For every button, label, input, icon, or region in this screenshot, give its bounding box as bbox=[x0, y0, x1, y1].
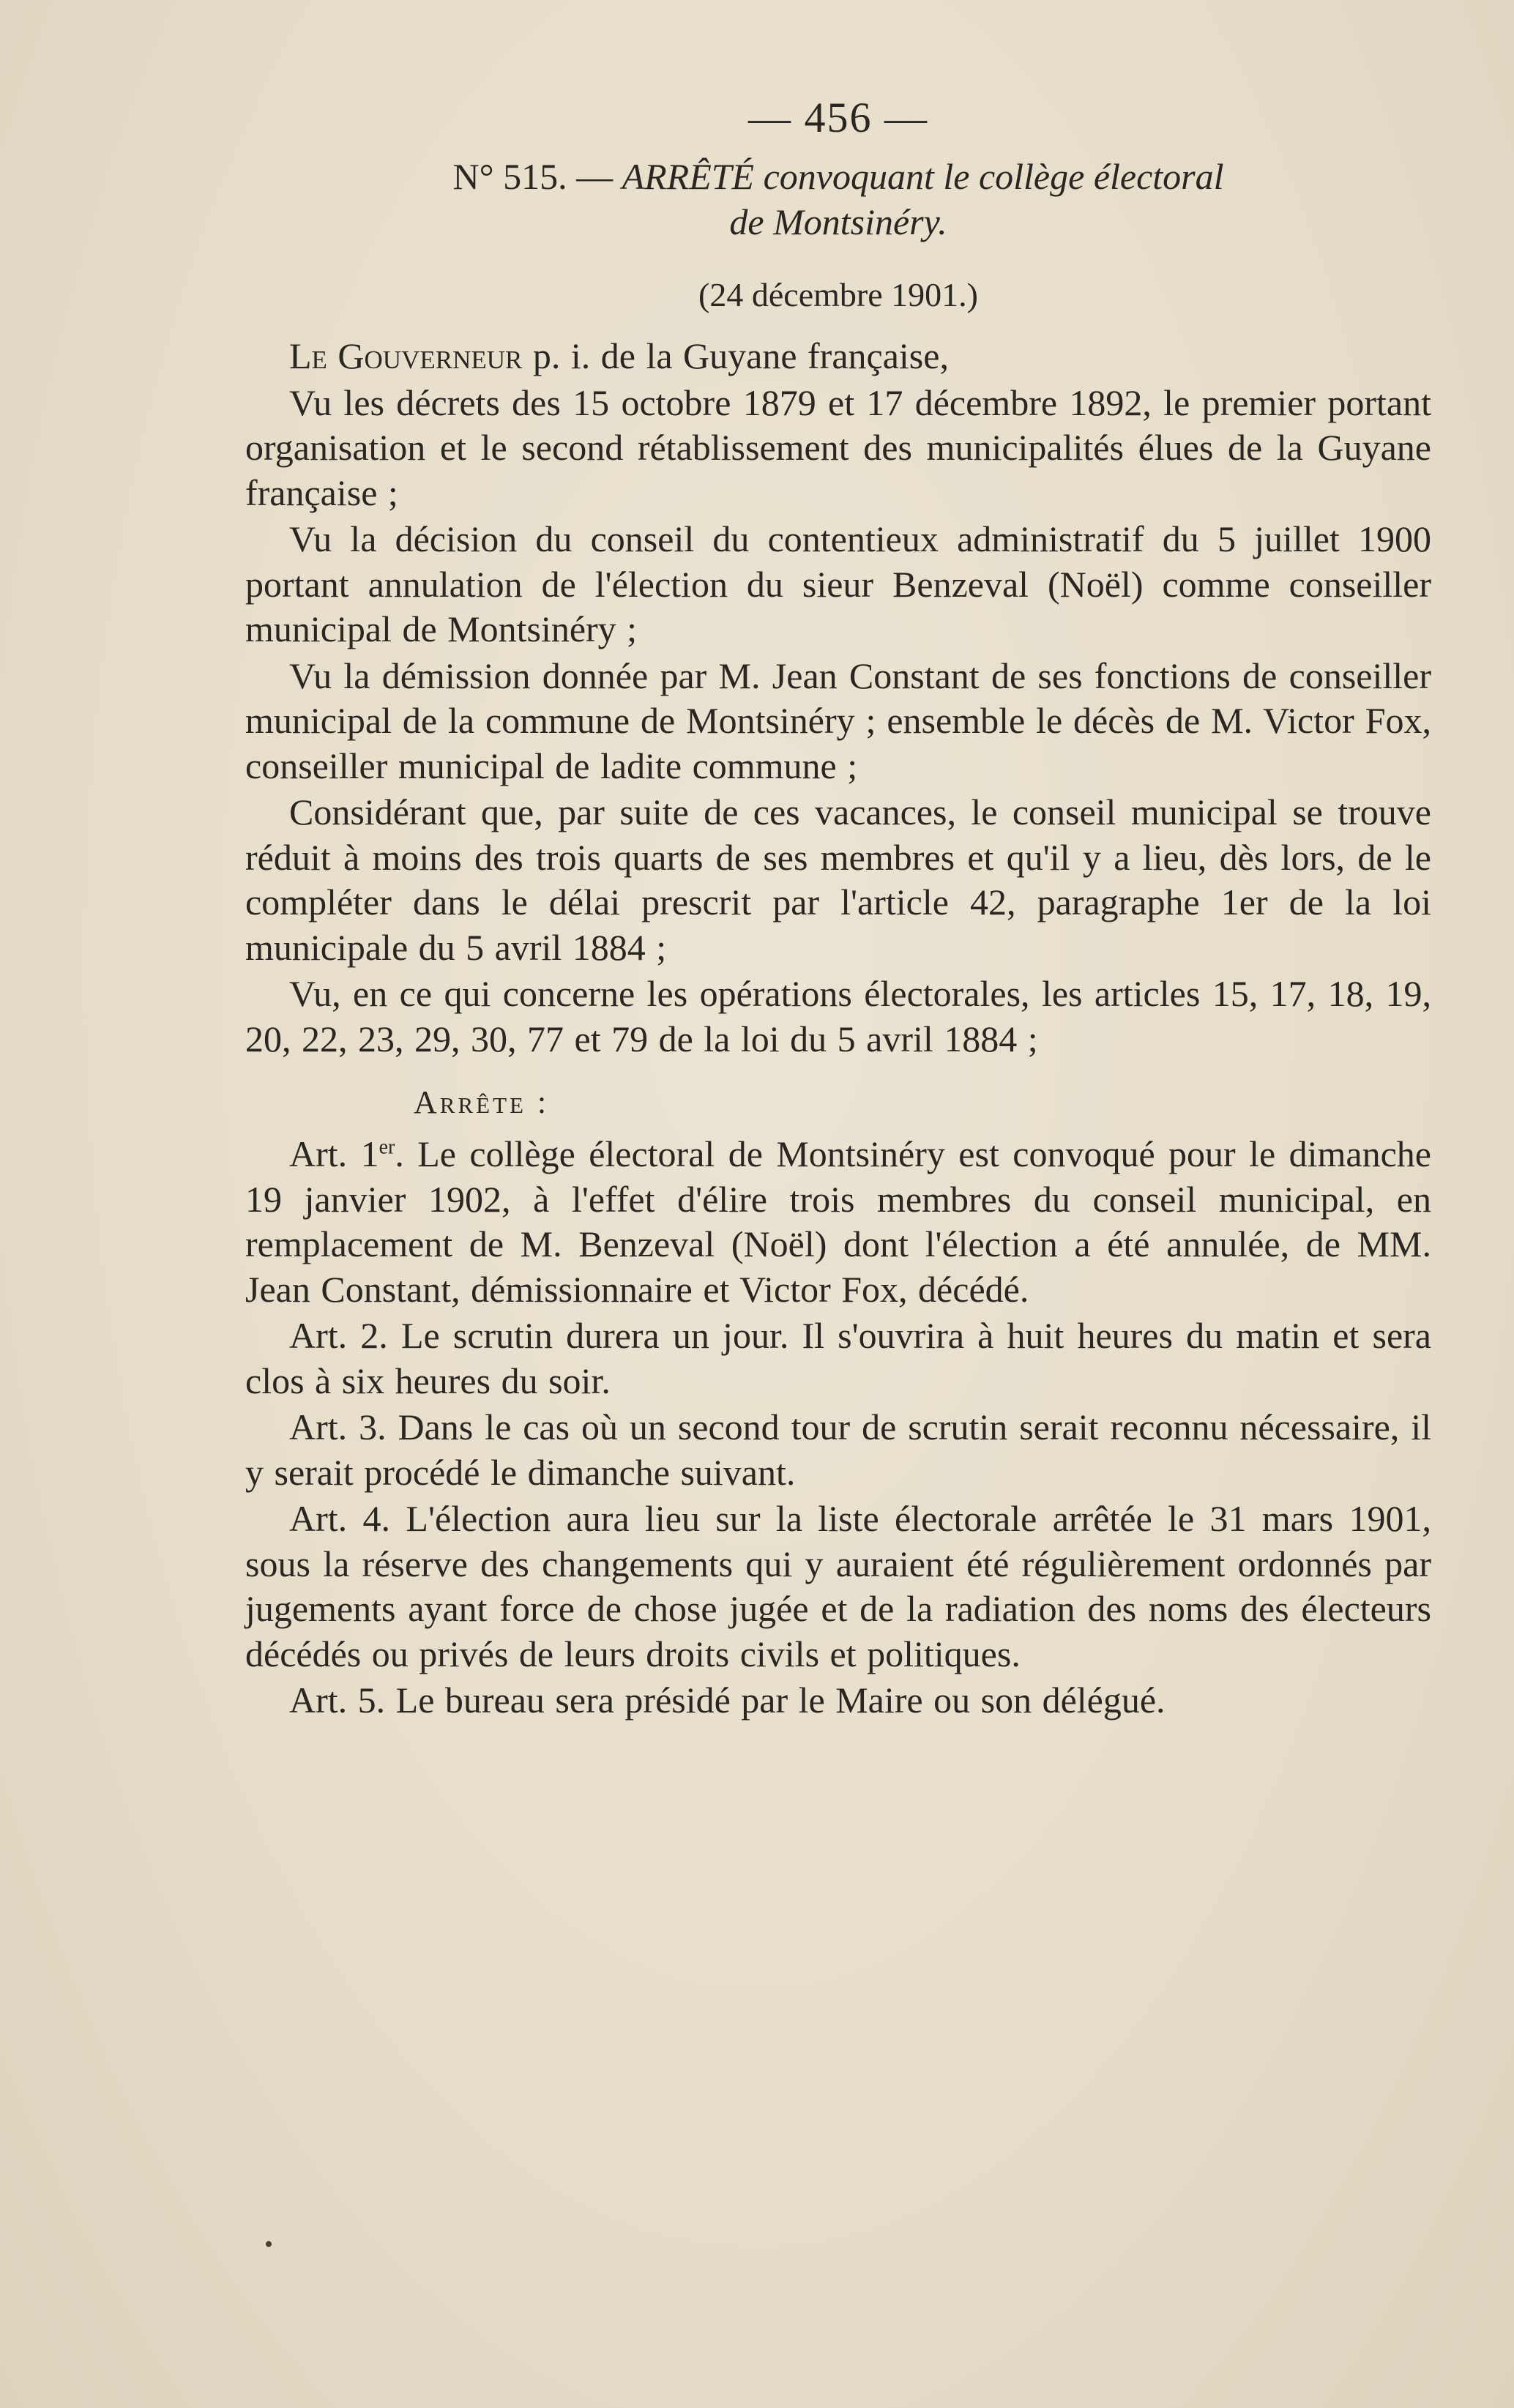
authority-title: Le Gouverneur bbox=[289, 335, 523, 376]
article-1-prefix: Art. 1 bbox=[289, 1133, 379, 1174]
article-1-sup: er bbox=[378, 1136, 395, 1159]
article-1-text: . Le collège électoral de Montsinéry est convoqué pour le dimanche 19 janvier 1902, à l'effet d'élire trois membres du conseil municipal, en remplacement de M. Benzeval (Noël) dont l'élection a été annulée, de MM. Jean Constant, démissionnaire et Victor Fox, décédé. bbox=[245, 1133, 1431, 1310]
decree-title bbox=[245, 154, 1431, 245]
article-4: Art. 4. L'élection aura lieu sur la liste électorale arrêtée le 31 mars 1901, sous la réserve des changements qui y auraient été régulièrement ordonnés par jugements ayant force de chose jugée et de la radiation des noms des électeurs décédés ou privés de leurs droits civils et politiques. bbox=[245, 1498, 1431, 1674]
article-1 bbox=[245, 1132, 1431, 1312]
consideration-decrees: Vu les décrets des 15 octobre 1879 et 17 décembre 1892, le premier portant organisation et le second rétablissement des municipalités élues de la Guyane française ; bbox=[245, 381, 1431, 513]
decree-number: N° 515. — bbox=[452, 156, 622, 197]
consideration-vacancies: Considérant que, par suite de ces vacances, le conseil municipal se trouve réduit à moins des trois quarts de ses membres et qu'il y a lieu, dès lors, de le compléter dans le délai prescrit par l'article 42, paragraphe 1er de la loi municipale du 5 avril 1884 ; bbox=[245, 791, 1431, 968]
article-3: Art. 3. Dans le cas où un second tour de scrutin serait reconnu nécessaire, il y serait procédé le dimanche suivant. bbox=[245, 1406, 1431, 1493]
consideration-decision: Vu la décision du conseil du contentieux administratif du 5 juillet 1900 portant annulation de l'élection du sieur Benzeval (Noël) comme conseiller municipal de Montsinéry ; bbox=[245, 518, 1431, 649]
authority-suffix: p. i. de la Guyane française, bbox=[522, 335, 949, 376]
ink-speck bbox=[266, 2241, 272, 2247]
consideration-resignation: Vu la démission donnée par M. Jean Constant de ses fonctions de conseiller municipal de la commune de Montsinéry ; ensemble le décès de M. Victor Fox, conseiller municipal de ladite commune ; bbox=[245, 655, 1431, 786]
article-5: Art. 5. Le bureau sera présidé par le Maire ou son délégué. bbox=[289, 1680, 1166, 1721]
decree-title-line2: de Montsinéry. bbox=[729, 201, 947, 242]
decree-title-line1: ARRÊTÉ convoquant le collège électoral bbox=[622, 156, 1224, 197]
decree-date: (24 décembre 1901.) bbox=[698, 276, 978, 313]
consideration-articles: Vu, en ce qui concerne les opérations électorales, les articles 15, 17, 18, 19, 20, 22, 23, 29, 30, 77 et 79 de la loi du 5 avril 1884 ; bbox=[245, 973, 1431, 1059]
arrete-heading: Arrête : bbox=[414, 1084, 550, 1120]
authority-line bbox=[245, 334, 1431, 379]
document-body bbox=[245, 88, 1431, 1725]
article-2: Art. 2. Le scrutin durera un jour. Il s'ouvrira à huit heures du matin et sera clos à six heures du soir. bbox=[245, 1315, 1431, 1401]
page-number: — 456 — bbox=[748, 94, 928, 141]
